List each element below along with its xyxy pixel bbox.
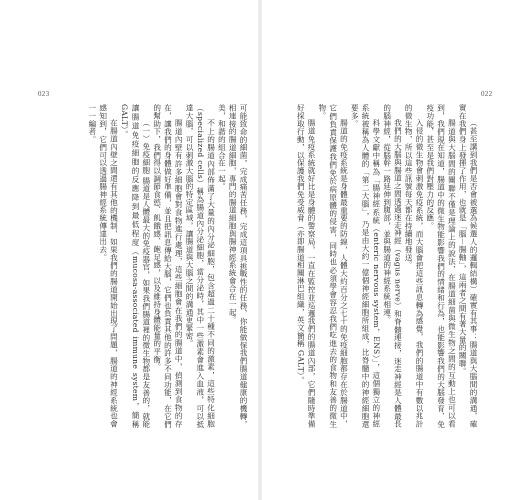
right-page-number: 022 (481, 90, 493, 98)
body-paragraph: 不上的腸道內部佈滿了大量的內分泌細胞，包含超過二十種不同的激素，這些特化細胞（specialized cells）稱為腸道內分泌細胞，當分泌時，其中一些激素會進入血液，可以抵達大腦，可以刺激大腦的特定區域，讓腸道與大腦之間的溝通更緊密。 (185, 104, 216, 428)
book-gutter (258, 0, 262, 500)
body-paragraph: 科學文獻中稱為「腸神經系統（enteric nervous system，ENS）」，這個獨立的神經系統被稱為人體的「第二大腦」，乃是由大約一億個神經細胞所組成，比脊髓中的神經細胞還要多。 (350, 104, 381, 428)
body-paragraph: 腸道內壁有許多細胞會對食物進行處理，這些細胞會在我們的腸道中，偵測到食物的存在，讓我們的身體做好準備，並且把訊息傳給大腦，它們也負責其他的許多不同功能，在它們的幫助下，我們得以調節食慾、飢餓感、飽足感，以及維持身體能量的平衡。 (152, 104, 184, 428)
body-paragraph: 腸道的免疫系統是身體最重要的防線，人體大約百分之七十的免疫細胞都存在於腸道中，它們負責保護我們免於病原體的侵害，同時也必須學會容忍我們吃進去的食物和友善的微生物。 (317, 104, 349, 428)
left-page-number: 023 (38, 90, 50, 98)
right-page-body-text (274, 104, 478, 428)
body-paragraph: 腸道與大腦間的關聯不僅是理論上的說法，在腸道細菌與微生物之間的互動上也可以看到，我們現在知道，腸道中的微生物能影響我們的情緒和行為，也能影響我們的大腦發育、免疫功能，甚至是我們對壓力的反應。 (425, 104, 457, 428)
body-paragraph: （甚至講到我們是否會被選為候選人的邏輯結構）確實有其事：腸道與大腦間的溝通，確實在我們身上發揮了作用，也就是「腦－腸軸」，這兩者之間有著大量的關聯。 (458, 104, 478, 428)
body-paragraph: 我們的大腦與腸道之間透過迷走神經（vagus nerve）和脊髓連接，迷走神經是人體最長的腦神經，從腦幹一路延伸到腹部，並與腸道的神經系統相連。 (382, 104, 403, 428)
body-paragraph: 入侵的微生物會刺激免疫系統，而大腦會把這些訊息轉為感覺，我們的腸道中有數以兆計的微生物，所以這些訊號每天都在持續地發送。 (404, 104, 425, 428)
left-page-body-text (44, 104, 248, 428)
body-paragraph: 美，和諧的組合在一起。 (217, 104, 227, 191)
body-paragraph: 腸道免疫系統就好比是身體的警察局，一直在監控並巡邏我們的腸道內部，它們隨時準備好採取行動，以保護我們免受威脅（亦即腸道相關淋巴組織，英文簡稱 GALT）。 (296, 104, 317, 428)
body-paragraph: 在腸道內壁之間還有其他的機制，如果我們的腸道開始出現了問題，腸道的神經系統也會感知到，它們可以透過腸神經系統傳達出去。 (98, 104, 119, 428)
body-paragraph: 可能致命的細菌，完成痛苦任務，完成這項具挑戰性的任務，你能做保我們腸道健康的機轉，相連接的腸道細胞，專門的腸道細胞與腸神經系統會合在一起。 (228, 104, 248, 428)
body-paragraph: （一）免疫細胞 腸道是人體最大的免疫器官，如果我們腸道裡的微生物都是友善的，就能讓腸道免疫細胞的反應降到最低程度（mucosa-associated immune system，簡稱 GALT）。 (120, 104, 151, 428)
body-paragraph: 一一編者。 (87, 104, 97, 144)
